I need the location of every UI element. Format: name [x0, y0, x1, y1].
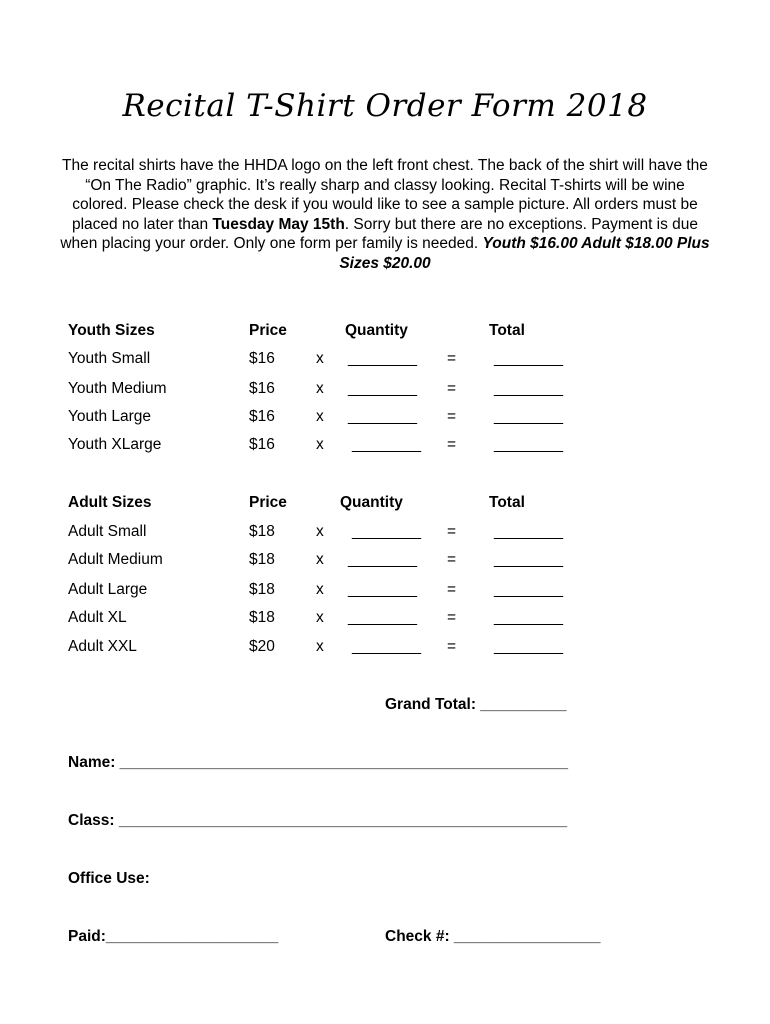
price-value: $16: [249, 436, 275, 453]
equals-sign: =: [447, 551, 457, 568]
price-value: $18: [249, 523, 275, 540]
adult-row-medium: [0, 551, 770, 573]
total-blank[interactable]: ________: [494, 436, 563, 453]
intro-paragraph: [60, 156, 710, 273]
intro-text-2: . Sorry but there are no exceptions. Payment is due when placing your order. Only one form per family is needed.: [60, 215, 699, 252]
multiply-sign: x: [316, 408, 324, 425]
adult-header-row: [0, 494, 770, 516]
size-label: Adult Medium: [68, 551, 163, 568]
youth-sizes-header: Youth Sizes: [68, 322, 155, 339]
total-blank[interactable]: ________: [494, 350, 563, 367]
intro-text-1: The recital shirts have the HHDA logo on the left front chest. The back of the shirt will have the “On The Radio” graphic. It’s really sharp and classy looking. Recital T-shirts will be wine colored. Please check the desk if you would like to see a sample picture. All orders must be placed no later than: [62, 157, 708, 233]
adult-row-small: [0, 523, 770, 545]
quantity-blank[interactable]: ________: [352, 638, 421, 655]
name-field[interactable]: Name: ____________________________________________________: [68, 754, 568, 771]
multiply-sign: x: [316, 551, 324, 568]
size-label: Adult XL: [68, 609, 127, 626]
youth-row-small: [0, 350, 770, 372]
equals-sign: =: [447, 609, 457, 626]
paid-field[interactable]: Paid:____________________: [68, 928, 279, 945]
grand-total-field[interactable]: Grand Total: __________: [385, 696, 567, 713]
equals-sign: =: [447, 523, 457, 540]
total-blank[interactable]: ________: [494, 523, 563, 540]
equals-sign: =: [447, 380, 457, 397]
adult-row-xxl: [0, 638, 770, 660]
size-label: Adult Large: [68, 581, 148, 598]
price-value: $16: [249, 380, 275, 397]
quantity-blank[interactable]: ________: [352, 523, 421, 540]
youth-row-large: [0, 408, 770, 430]
multiply-sign: x: [316, 581, 324, 598]
youth-total-header: Total: [489, 322, 525, 339]
price-value: $16: [249, 350, 275, 367]
multiply-sign: x: [316, 350, 324, 367]
quantity-blank[interactable]: ________: [348, 551, 417, 568]
total-blank[interactable]: ________: [494, 380, 563, 397]
size-label: Adult XXL: [68, 638, 137, 655]
equals-sign: =: [447, 581, 457, 598]
quantity-blank[interactable]: ________: [348, 581, 417, 598]
adult-sizes-header: Adult Sizes: [68, 494, 152, 511]
price-summary: Youth $16.00 Adult $18.00 Plus Sizes $20.00: [339, 235, 710, 272]
quantity-blank[interactable]: ________: [352, 436, 421, 453]
price-value: $18: [249, 581, 275, 598]
total-blank[interactable]: ________: [494, 581, 563, 598]
adult-price-header: Price: [249, 494, 287, 511]
size-label: Youth XLarge: [68, 436, 162, 453]
quantity-blank[interactable]: ________: [348, 350, 417, 367]
multiply-sign: x: [316, 638, 324, 655]
multiply-sign: x: [316, 609, 324, 626]
size-label: Youth Medium: [68, 380, 167, 397]
multiply-sign: x: [316, 523, 324, 540]
equals-sign: =: [447, 350, 457, 367]
total-blank[interactable]: ________: [494, 638, 563, 655]
youth-row-medium: [0, 380, 770, 402]
adult-quantity-header: Quantity: [340, 494, 403, 511]
form-title: Recital T-Shirt Order Form 2018: [122, 88, 648, 124]
price-value: $18: [249, 609, 275, 626]
deadline-text: Tuesday May 15th: [212, 215, 345, 233]
class-field[interactable]: Class: ____________________________________________________: [68, 812, 568, 829]
adult-row-large: [0, 581, 770, 603]
equals-sign: =: [447, 408, 457, 425]
total-blank[interactable]: ________: [494, 408, 563, 425]
price-value: $16: [249, 408, 275, 425]
youth-quantity-header: Quantity: [345, 322, 408, 339]
check-number-field[interactable]: Check #: _________________: [385, 928, 601, 945]
multiply-sign: x: [316, 436, 324, 453]
quantity-blank[interactable]: ________: [348, 408, 417, 425]
quantity-blank[interactable]: ________: [348, 609, 417, 626]
total-blank[interactable]: ________: [494, 551, 563, 568]
size-label: Youth Large: [68, 408, 152, 425]
total-blank[interactable]: ________: [494, 609, 563, 626]
price-value: $20: [249, 638, 275, 655]
adult-total-header: Total: [489, 494, 525, 511]
multiply-sign: x: [316, 380, 324, 397]
youth-price-header: Price: [249, 322, 287, 339]
price-value: $18: [249, 551, 275, 568]
equals-sign: =: [447, 436, 457, 453]
youth-row-xlarge: [0, 436, 770, 458]
size-label: Youth Small: [68, 350, 151, 367]
size-label: Adult Small: [68, 523, 147, 540]
equals-sign: =: [447, 638, 457, 655]
office-use-label: Office Use:: [68, 870, 150, 887]
youth-header-row: [0, 322, 770, 344]
adult-row-xl: [0, 609, 770, 631]
quantity-blank[interactable]: ________: [348, 380, 417, 397]
